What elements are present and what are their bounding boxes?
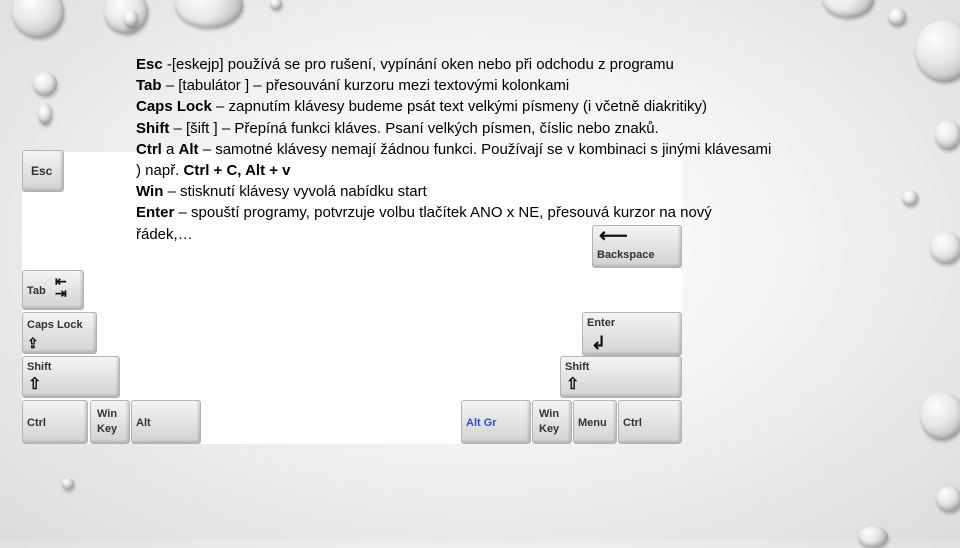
water-drop <box>920 392 960 440</box>
term-caps-lock: Caps Lock <box>136 98 212 116</box>
water-drop <box>175 0 243 28</box>
shift-right-key <box>560 356 682 398</box>
tab-arrows-icon: ⇤ ⇥ <box>55 273 67 301</box>
win-left-key <box>90 400 130 444</box>
ctrl-left-key-label: Ctrl <box>27 417 46 429</box>
desc-shift: – [šift ] – Přepíná funkci kláves. Psaní velkých písmen, číslic nebo znaků. <box>169 119 659 137</box>
shift-left-key-label: Shift <box>27 361 52 373</box>
desc-enter-cont: řádek,… <box>136 225 193 243</box>
esc-key-label: Esc <box>31 164 53 178</box>
example-shortcuts: Ctrl + C, Alt + v <box>183 162 291 180</box>
water-drop <box>930 232 960 264</box>
water-drop <box>822 0 874 18</box>
desc-enter: – spouští programy, potvrzuje volbu tlačítek ANO x NE, přesouvá kurzor na nový <box>174 204 712 222</box>
text-line-shift <box>136 118 926 139</box>
menu-key-label: Menu <box>578 417 607 429</box>
desc-esc: -[eskejp] používá se pro rušení, vypínání oken nebo při odchodu z programu <box>162 56 674 73</box>
desc-win: – stisknutí klávesy vyvolá nabídku start <box>163 183 427 201</box>
esc-key <box>22 150 64 192</box>
term-enter: Enter <box>136 204 175 222</box>
win-right-key-label-1: Win <box>539 408 560 420</box>
alt-gr-key <box>461 400 531 444</box>
win-right-key <box>532 400 572 444</box>
desc-ctrl-alt: – samotné klávesy nemají žádnou funkci. Používají se v kombinaci s jinými klávesami <box>198 140 772 158</box>
caps-lock-arrow-icon: ⇪ <box>27 335 39 351</box>
alt-key <box>131 400 201 444</box>
win-right-key-label-2: Key <box>539 423 560 435</box>
desc-tab: – [tabulátor ] – přesouvání kurzoru mezi textovými kolonkami <box>161 77 570 95</box>
desc-caps-lock: – zapnutím klávesy budeme psát text velkými písmeny (i včetně diakritiky) <box>211 98 708 116</box>
win-left-key-label-2: Key <box>97 423 118 435</box>
ctrl-right-key-label: Ctrl <box>623 417 642 429</box>
enter-key <box>582 312 682 356</box>
example-prefix: ) např. <box>136 162 184 180</box>
text-line-caps <box>136 96 926 117</box>
term-esc: Esc <box>136 56 163 73</box>
tab-key <box>22 270 84 310</box>
water-drop <box>858 526 888 548</box>
enter-key-label: Enter <box>587 317 616 329</box>
win-left-key-label-1: Win <box>97 408 118 420</box>
water-drop <box>270 0 282 10</box>
term-shift: Shift <box>136 119 170 137</box>
text-line-enter-cont <box>136 224 926 245</box>
ctrl-right-key <box>618 400 682 444</box>
water-drop <box>888 8 906 26</box>
text-line-win <box>136 181 926 202</box>
backspace-key-label: Backspace <box>597 249 655 261</box>
menu-key <box>573 400 617 444</box>
water-drop <box>935 120 960 150</box>
water-drop <box>33 72 57 96</box>
term-ctrl: Ctrl <box>136 140 162 158</box>
caps-lock-key <box>22 312 97 354</box>
term-win: Win <box>136 183 164 201</box>
shift-right-key-label: Shift <box>565 361 590 373</box>
shift-left-arrow-icon: ⇧ <box>28 376 42 393</box>
shift-right-arrow-icon: ⇧ <box>566 376 580 393</box>
ctrl-left-key <box>22 400 88 444</box>
alt-gr-key-label: Alt Gr <box>466 417 497 429</box>
text-line-esc <box>136 54 926 75</box>
tab-key-label: Tab <box>27 285 46 297</box>
water-drop <box>38 103 52 125</box>
caps-lock-key-label: Caps Lock <box>27 319 83 331</box>
text-line-enter <box>136 202 926 223</box>
water-drop <box>62 478 74 490</box>
water-drop <box>124 10 138 28</box>
alt-key-label: Alt <box>136 417 151 429</box>
term-tab: Tab <box>136 77 162 95</box>
backspace-arrow-icon: ⟵ <box>599 225 628 247</box>
shift-left-key <box>22 356 120 398</box>
term-alt: Alt <box>178 140 199 158</box>
enter-arrow-icon: ↲ <box>591 333 607 353</box>
text-line-tab <box>136 75 926 96</box>
water-drop <box>936 486 960 512</box>
water-drop <box>12 0 64 38</box>
key-description-text <box>136 54 926 245</box>
text-line-example <box>136 160 926 181</box>
text-line-ctrl-alt <box>136 139 926 160</box>
conj-a: a <box>161 140 179 158</box>
